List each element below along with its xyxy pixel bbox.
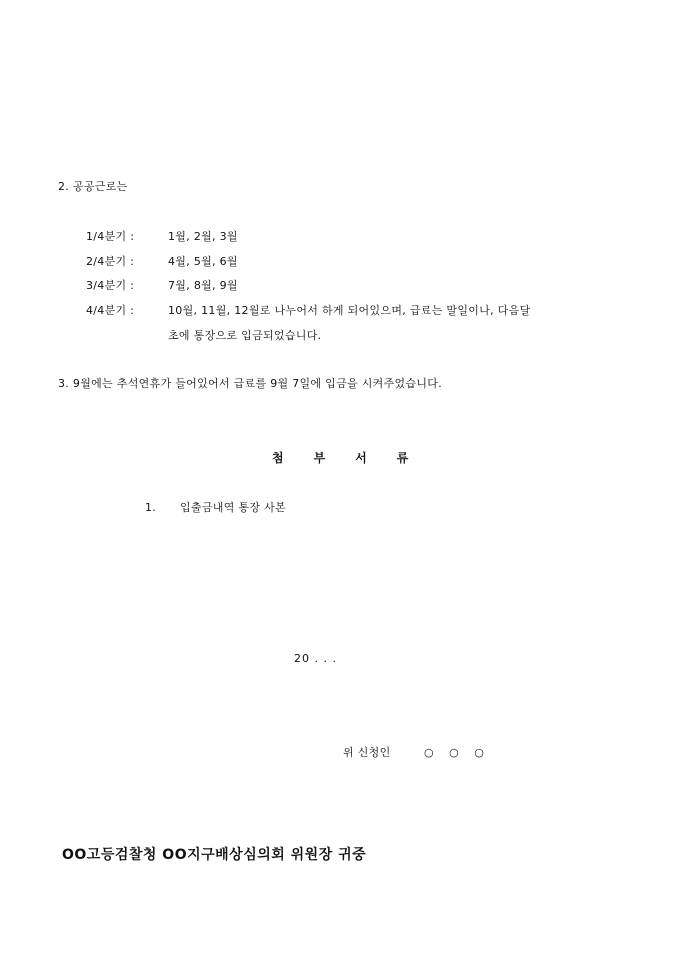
attachments-title: 첨부서류 (272, 451, 439, 465)
quarter-3-months: 7월, 8월, 9월 (168, 279, 238, 292)
section-2-heading: 2. 공공근로는 (58, 180, 128, 193)
quarter-2-months: 4월, 5월, 6월 (168, 255, 238, 268)
attachment-item-text: 입출금내역 통장 사본 (180, 501, 286, 514)
attachment-item-number: 1. (145, 501, 157, 514)
payment-note-continuation: 초에 통장으로 입금되었습니다. (168, 329, 322, 342)
quarter-3-label: 3/4분기 : (86, 279, 135, 292)
section-3-text: 3. 9월에는 추석연휴가 들어있어서 급료를 9월 7일에 입금을 시켜주었습니다. (58, 377, 443, 390)
document-date: 20 . . . (294, 652, 337, 665)
addressee-line: OO고등검찰청 OO지구배상심의회 위원장 귀중 (62, 847, 367, 863)
signer-name: ○ ○ ○ (424, 746, 490, 759)
quarter-4-months: 10월, 11월, 12월로 나누어서 하게 되어있으며, 급료는 말일이나, 다음달 (168, 304, 531, 317)
quarter-1-label: 1/4분기 : (86, 230, 135, 243)
quarter-1-months: 1월, 2월, 3월 (168, 230, 238, 243)
signer-label: 위 신청인 (343, 746, 391, 759)
quarter-2-label: 2/4분기 : (86, 255, 135, 268)
quarter-4-label: 4/4분기 : (86, 304, 135, 317)
